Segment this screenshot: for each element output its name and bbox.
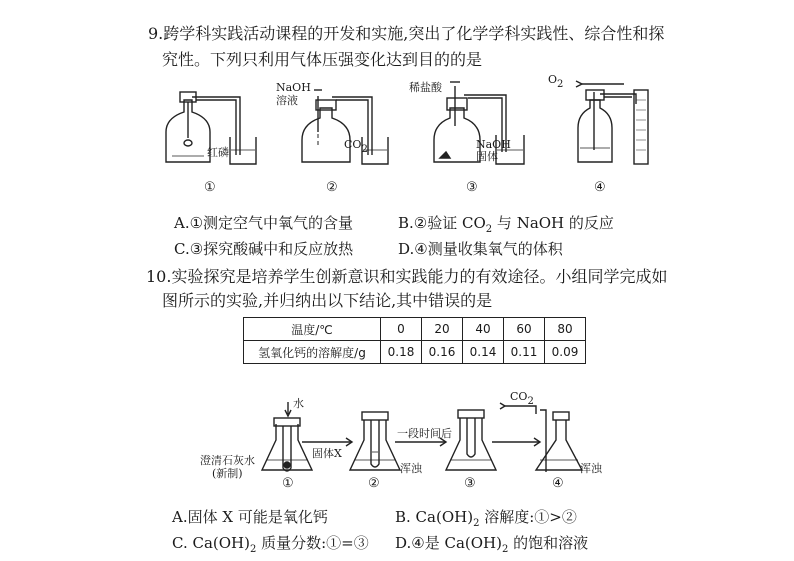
temp-cell: 20 — [422, 318, 463, 341]
naoh-solution-label-top: NaOH — [276, 81, 311, 94]
q9-fig-number-1: ① — [204, 180, 216, 195]
q10-stem-line1: 10.实验探究是培养学生创新意识和实践能力的有效途径。小组同学完成如 — [146, 267, 668, 286]
q10-stem-line2: 图所示的实验,并归纳出以下结论,其中错误的是 — [162, 291, 493, 310]
temp-cell: 80 — [545, 318, 586, 341]
temp-cell: 0 — [381, 318, 422, 341]
naoh-solid-label-top: NaOH — [476, 138, 511, 151]
solubility-cell: 0.14 — [463, 341, 504, 364]
q9-option-a: A.①测定空气中氧气的含量 — [174, 214, 354, 232]
naoh-solution-label-bottom: 溶液 — [276, 94, 298, 107]
turbid-label-2: 浑浊 — [400, 462, 422, 475]
co2-label-q10: CO2 — [510, 390, 534, 407]
q9-fig-number-3: ③ — [466, 180, 478, 195]
temp-cell: 40 — [463, 318, 504, 341]
q10-option-c: C. $Ca(OH)_2$ 质量分数:①=③ — [172, 534, 369, 555]
q9-option-c: C.③探究酸碱中和反应放热 — [174, 240, 354, 258]
q9-option-d: D.④测量收集氧气的体积 — [398, 240, 563, 258]
q10-fig4-apparatus — [500, 403, 582, 472]
naoh-solid-label-bottom: 固体 — [476, 150, 498, 163]
q9-fig2-apparatus — [302, 90, 388, 164]
solubility-cell: 0.11 — [504, 341, 545, 364]
q10-fig-number-3: ③ — [464, 476, 476, 491]
q10-option-b: B. $Ca(OH)_2$ 溶解度:①>② — [395, 508, 577, 529]
solubility-cell: 0.18 — [381, 341, 422, 364]
dilute-hcl-label: 稀盐酸 — [409, 81, 442, 94]
q9-option-b: B.②验证 $CO_2$ 与 NaOH 的反应 — [398, 214, 614, 235]
q10-option-a: A.固体 X 可能是氧化钙 — [172, 508, 328, 526]
q10-arrow1 — [302, 438, 352, 446]
o2-label: O2 — [548, 73, 564, 90]
q10-arrow3 — [492, 438, 540, 446]
water-label: 水 — [293, 397, 304, 410]
q9-fig-number-2: ② — [326, 180, 338, 195]
solubility-header: 氢氧化钙的溶解度/g — [244, 341, 381, 364]
table-row — [244, 318, 586, 341]
solid-x-label: 固体X — [312, 447, 342, 460]
limewater-fresh-label: (新制) — [212, 467, 243, 480]
solubility-cell: 0.09 — [545, 341, 586, 364]
after-time-label: 一段时间后 — [397, 427, 452, 440]
temp-cell: 60 — [504, 318, 545, 341]
q10-fig1-apparatus — [262, 402, 312, 471]
limewater-label: 澄清石灰水 — [200, 454, 255, 467]
solubility-cell: 0.16 — [422, 341, 463, 364]
q9-fig4-apparatus — [576, 81, 648, 164]
q10-fig2-apparatus — [350, 412, 400, 470]
q10-fig-number-2: ② — [368, 476, 380, 491]
red-phosphorus-label: 红磷 — [207, 146, 229, 159]
co2-label-q9: CO2 — [344, 138, 368, 155]
q9-stem-line1: 9.跨学科实践活动课程的开发和实施,突出了化学学科实践性、综合性和探 — [148, 24, 665, 43]
q10-fig-number-1: ① — [282, 476, 294, 491]
q10-option-d: D.④是 $Ca(OH)_2$ 的饱和溶液 — [395, 534, 589, 555]
q10-fig3-apparatus — [446, 410, 496, 470]
table-row — [244, 341, 586, 364]
q10-fig-number-4: ④ — [552, 476, 564, 491]
solubility-table — [243, 317, 586, 364]
temperature-header: 温度/℃ — [244, 318, 381, 341]
turbid-label-4: 浑浊 — [580, 462, 602, 475]
q9-fig-number-4: ④ — [594, 180, 606, 195]
q9-stem-line2: 究性。下列只利用气体压强变化达到目的的是 — [162, 50, 483, 69]
